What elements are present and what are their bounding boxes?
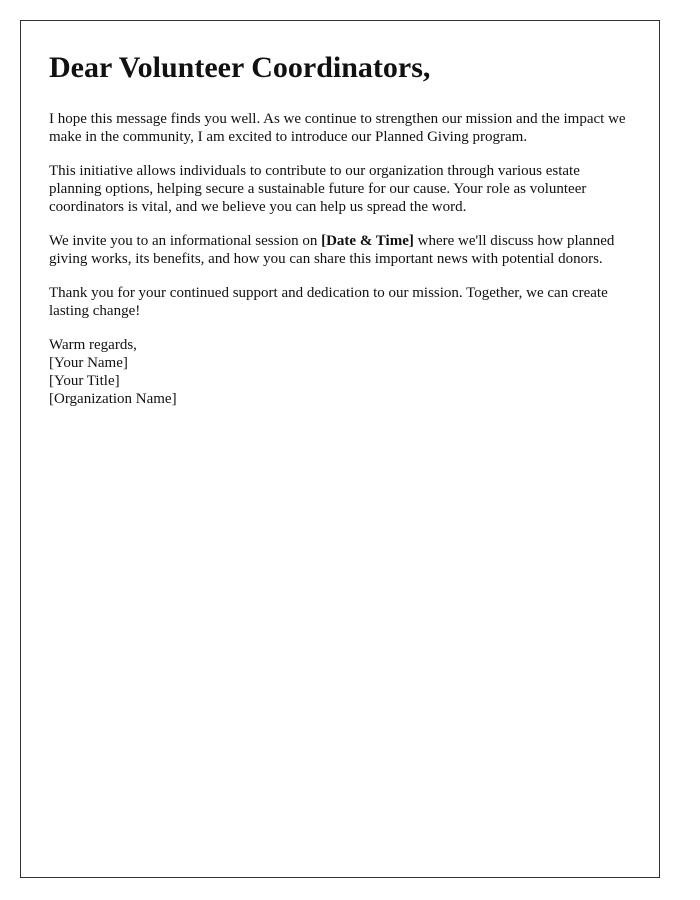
- sender-name: [Your Name]: [49, 355, 128, 371]
- closing-block: [49, 336, 631, 408]
- paragraph-intro: I hope this message finds you well. As we continue to strengthen our mission and the impact we make in the community, I am excited to introduce our Planned Giving program.: [49, 111, 626, 145]
- signoff: Warm regards,: [49, 337, 137, 353]
- invitation-text-before: We invite you to an informational session on: [49, 233, 322, 249]
- salutation-heading: Dear Volunteer Coordinators,: [49, 51, 431, 84]
- date-time-placeholder: [Date & Time]: [321, 233, 414, 249]
- letter-page: [20, 20, 660, 878]
- invitation-text-after: where we'll discuss how planned giving works, its benefits, and how you can share this important news with potential donors.: [49, 233, 615, 267]
- sender-title: [Your Title]: [49, 373, 120, 389]
- paragraph-thanks: Thank you for your continued support and dedication to our mission. Together, we can create lasting change!: [49, 285, 608, 319]
- organization-name: [Organization Name]: [49, 391, 177, 407]
- paragraph-initiative: This initiative allows individuals to contribute to our organization through various estate planning options, helping secure a sustainable future for our cause. Your role as volunteer coordinators is vital, and we believe you can help us spread the word.: [49, 163, 587, 215]
- paragraph-invitation: [49, 232, 631, 268]
